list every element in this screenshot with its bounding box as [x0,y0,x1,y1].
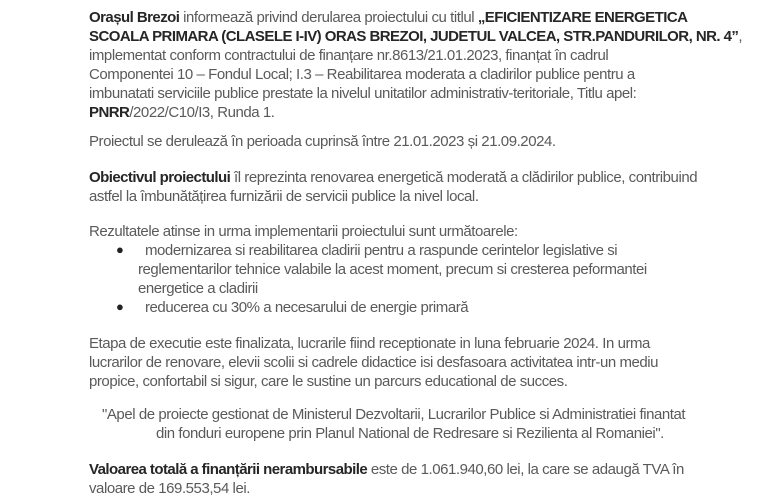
text-span: reducerea cu 30% a necesarului de energie primară [145,299,469,316]
text-span: propice, confortabil si sigur, care le sustine un parcurs educational de succes. [89,373,568,390]
text-span: este de 1.061.940,60 lei, la care se adaugă TVA în [367,461,684,478]
text-line [138,260,647,279]
text-span: Etapa de executie este finalizata, lucrarile fiind receptionate in luna februarie 2024. In urma [89,335,650,352]
list-item [145,241,617,260]
text-line [156,424,664,443]
text-span: , [738,28,743,45]
text-line [89,84,636,103]
bold-text: Valoarea totală a finanțării nerambursabile [89,461,368,478]
list-item [145,298,468,317]
text-line [89,372,567,391]
text-line [89,8,687,27]
text-span: imbunatati serviciile publice prestate la nivelul unitatilor administrativ-teritoriale, Titlu apel: [89,85,637,102]
bold-text: „EFICIENTIZARE ENERGETICA [477,9,688,26]
bullet-icon: ● [116,242,124,257]
text-line [89,187,479,206]
text-line [89,46,608,65]
text-line [89,168,697,187]
text-span: lucrarilor de renovare, elevii scolii si cadrele didactice isi desfasoara activitatea intr-un mediu [89,354,659,371]
text-span: "Apel de proiecte gestionat de Ministerul Dezvoltarii, Lucrarilor Publice si Administratiei finantat [102,406,686,423]
text-line [89,334,650,353]
bold-text: Orașul Brezoi [89,9,180,26]
text-span: /2022/C10/I3, Runda 1. [129,104,275,121]
text-span: informează privind derularea proiectului cu titlul [179,9,478,26]
text-span: astfel la îmbunătățirea furnizării de servicii publice la nivel local. [89,188,479,205]
text-line [89,353,658,372]
text-line [102,405,685,424]
text-line [89,222,518,241]
text-span: valoare de 169.553,54 lei. [89,480,250,497]
text-span: Rezultatele atinse in urma implementarii proiectului sunt următoarele: [89,223,518,240]
text-line [89,479,250,498]
text-span: îl reprezinta renovarea energetică moderată a clădirilor publice, contribuind [230,169,698,186]
bold-text: SCOALA PRIMARA (CLASELE I-IV) ORAS BREZOI, JUDETUL VALCEA, STR.PANDURILOR, NR. 4” [89,28,739,45]
bold-text: PNRR [89,104,130,121]
text-line [89,132,556,151]
text-line [89,65,635,84]
text-span: modernizarea si reabilitarea cladirii pentru a raspunde cerintelor legislative si [145,242,618,259]
bullet-icon: ● [116,299,124,314]
text-line [89,103,275,122]
text-span: implementat conform contractului de finanțare nr.8613/21.01.2023, finanțat în cadrul [89,47,609,64]
text-line [89,460,684,479]
bold-text: Obiectivul proiectului [89,169,231,186]
text-line [138,279,258,298]
text-span: reglementarilor tehnice valabile la acest moment, precum si cresterea peformantei [138,261,647,278]
text-span: energetice a cladirii [138,280,258,297]
text-span: Proiectul se derulează în perioada cuprinsă între 21.01.2023 și 21.09.2024. [89,133,556,150]
text-line [89,27,742,46]
text-span: Componentei 10 – Fondul Local; I.3 – Reabilitarea moderata a cladirilor publice pentru a [89,66,635,83]
text-span: din fonduri europene prin Planul National de Redresare si Rezilienta al Romaniei". [156,425,664,442]
